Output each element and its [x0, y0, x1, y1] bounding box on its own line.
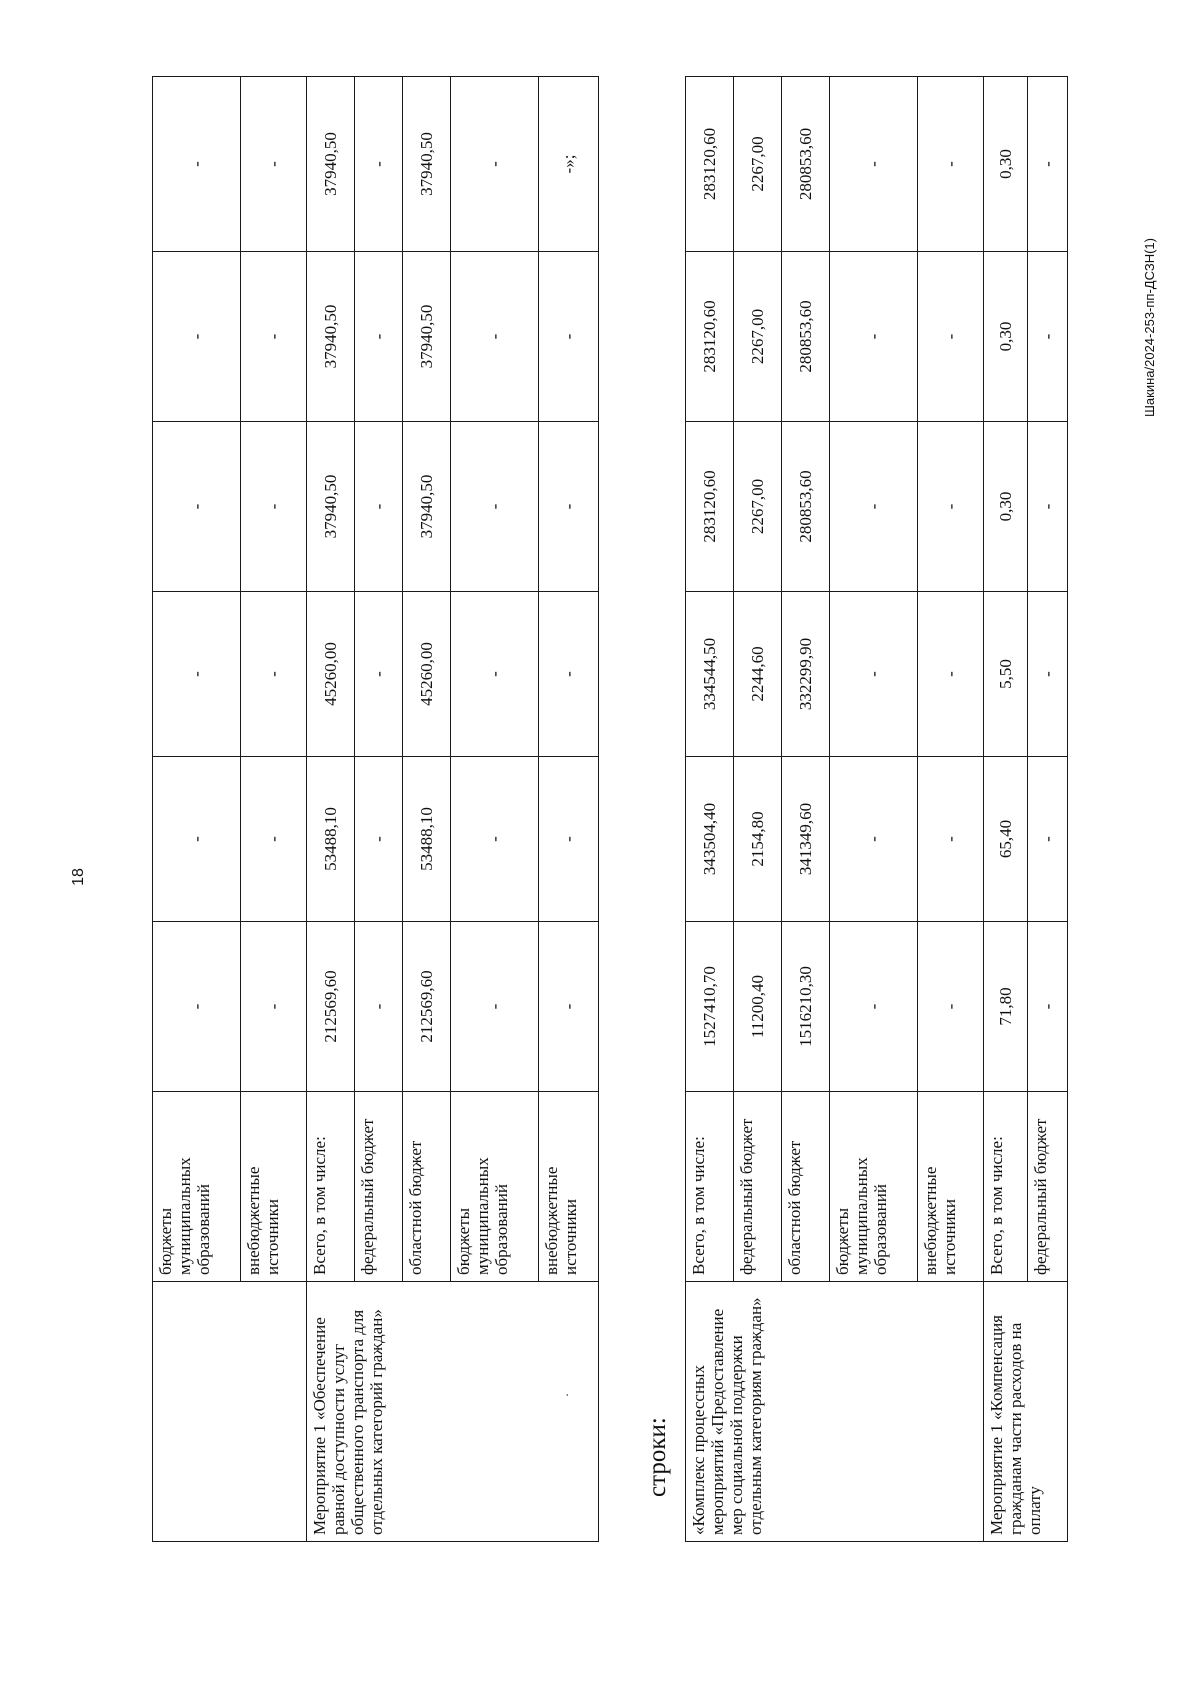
value-cell: 283120,60	[686, 252, 734, 422]
value-cell: 283120,60	[686, 77, 734, 252]
value-cell: 1527410,70	[686, 922, 734, 1092]
value-cell: -	[918, 422, 984, 592]
document-code: Шакина/2024-253-пп-ДСЗН(1)	[1142, 238, 1157, 417]
source-cell: бюджеты муниципальных образований	[153, 1092, 241, 1282]
value-cell: -	[153, 252, 241, 422]
value-cell: 280853,60	[782, 252, 830, 422]
value-cell: -	[918, 77, 984, 252]
value-cell: -	[918, 922, 984, 1092]
value-cell: -	[451, 422, 539, 592]
source-cell: федеральный бюджет	[1028, 1092, 1068, 1282]
measure-cell-empty	[153, 1282, 307, 1542]
value-cell: -	[241, 592, 307, 757]
value-cell: 71,80	[984, 922, 1028, 1092]
value-cell: 334544,50	[686, 592, 734, 757]
source-cell: Всего, в том числе:	[307, 1092, 355, 1282]
value-cell: -	[1028, 77, 1068, 252]
value-cell: 1516210,30	[782, 922, 830, 1092]
value-cell: -	[830, 77, 918, 252]
value-cell: -	[1028, 592, 1068, 757]
value-cell: -	[830, 252, 918, 422]
value-cell: -	[539, 922, 599, 1092]
value-cell: -»;	[539, 77, 599, 252]
value-cell: 2267,00	[734, 422, 782, 592]
value-cell: -	[1028, 922, 1068, 1092]
value-cell: -	[451, 592, 539, 757]
source-cell: Всего, в том числе:	[686, 1092, 734, 1282]
value-cell: 2267,00	[734, 77, 782, 252]
value-cell: -	[1028, 757, 1068, 922]
page-number: 18	[70, 868, 87, 886]
value-cell: -	[355, 252, 403, 422]
value-cell: -	[355, 757, 403, 922]
source-cell: областной бюджет	[782, 1092, 830, 1282]
funding-table-bottom	[685, 76, 1068, 1542]
scan-speck: ·	[560, 1393, 574, 1397]
value-cell: 280853,60	[782, 422, 830, 592]
section-label: строки:	[644, 1417, 671, 1497]
value-cell: -	[918, 592, 984, 757]
value-cell: 0,30	[984, 77, 1028, 252]
table-row	[686, 77, 734, 1542]
value-cell: 212569,60	[403, 922, 451, 1092]
measure-name-cell: Мероприятие 1 «Обеспечение равной доступности услуг общественного транспорта для отдельных категорий граждан»	[307, 1282, 599, 1542]
value-cell: 65,40	[984, 757, 1028, 922]
value-cell: 2244,60	[734, 592, 782, 757]
value-cell: -	[355, 592, 403, 757]
value-cell: -	[451, 77, 539, 252]
value-cell: -	[451, 922, 539, 1092]
value-cell: -	[539, 252, 599, 422]
value-cell: -	[241, 252, 307, 422]
value-cell: -	[1028, 252, 1068, 422]
source-cell: внебюджетные источники	[241, 1092, 307, 1282]
source-cell: внебюджетные источники	[539, 1092, 599, 1282]
value-cell: -	[539, 757, 599, 922]
measure-name-cell: Мероприятие 1 «Компенсация гражданам части расходов на оплату	[984, 1282, 1068, 1542]
value-cell: 343504,40	[686, 757, 734, 922]
source-cell: федеральный бюджет	[734, 1092, 782, 1282]
funding-table-top	[152, 76, 599, 1542]
value-cell: -	[830, 592, 918, 757]
value-cell: -	[539, 422, 599, 592]
table-row	[153, 77, 241, 1542]
value-cell: -	[355, 77, 403, 252]
value-cell: 5,50	[984, 592, 1028, 757]
complex-name-cell: «Комплекс процессных мероприятий «Предоставление мер социальной поддержки отдельным категориям граждан»	[686, 1282, 984, 1542]
value-cell: -	[355, 922, 403, 1092]
value-cell: -	[153, 757, 241, 922]
value-cell: 2154,80	[734, 757, 782, 922]
value-cell: -	[241, 922, 307, 1092]
value-cell: 280853,60	[782, 77, 830, 252]
value-cell: 53488,10	[403, 757, 451, 922]
table-row	[984, 77, 1028, 1542]
source-cell: бюджеты муниципальных образований	[451, 1092, 539, 1282]
value-cell: -	[153, 592, 241, 757]
value-cell: 45260,00	[403, 592, 451, 757]
source-cell: бюджеты муниципальных образований	[830, 1092, 918, 1282]
value-cell: -	[241, 422, 307, 592]
value-cell: -	[918, 757, 984, 922]
value-cell: -	[830, 757, 918, 922]
value-cell: 283120,60	[686, 422, 734, 592]
value-cell: 332299,90	[782, 592, 830, 757]
value-cell: 212569,60	[307, 922, 355, 1092]
value-cell: -	[153, 77, 241, 252]
value-cell: -	[451, 757, 539, 922]
value-cell: 37940,50	[403, 77, 451, 252]
value-cell: -	[355, 422, 403, 592]
value-cell: 0,30	[984, 422, 1028, 592]
value-cell: -	[153, 422, 241, 592]
value-cell: -	[1028, 422, 1068, 592]
value-cell: 37940,50	[307, 77, 355, 252]
value-cell: -	[153, 922, 241, 1092]
value-cell: 341349,60	[782, 757, 830, 922]
value-cell: 37940,50	[403, 252, 451, 422]
value-cell: -	[539, 592, 599, 757]
value-cell: 37940,50	[307, 252, 355, 422]
value-cell: -	[241, 757, 307, 922]
value-cell: -	[451, 252, 539, 422]
value-cell: 53488,10	[307, 757, 355, 922]
value-cell: 37940,50	[403, 422, 451, 592]
value-cell: -	[241, 77, 307, 252]
source-cell: федеральный бюджет	[355, 1092, 403, 1282]
value-cell: 37940,50	[307, 422, 355, 592]
table-row	[307, 77, 355, 1542]
source-cell: внебюджетные источники	[918, 1092, 984, 1282]
value-cell: 0,30	[984, 252, 1028, 422]
value-cell: 2267,00	[734, 252, 782, 422]
value-cell: 45260,00	[307, 592, 355, 757]
value-cell: -	[918, 252, 984, 422]
value-cell: -	[830, 922, 918, 1092]
value-cell: -	[830, 422, 918, 592]
source-cell: областной бюджет	[403, 1092, 451, 1282]
value-cell: 11200,40	[734, 922, 782, 1092]
source-cell: Всего, в том числе:	[984, 1092, 1028, 1282]
